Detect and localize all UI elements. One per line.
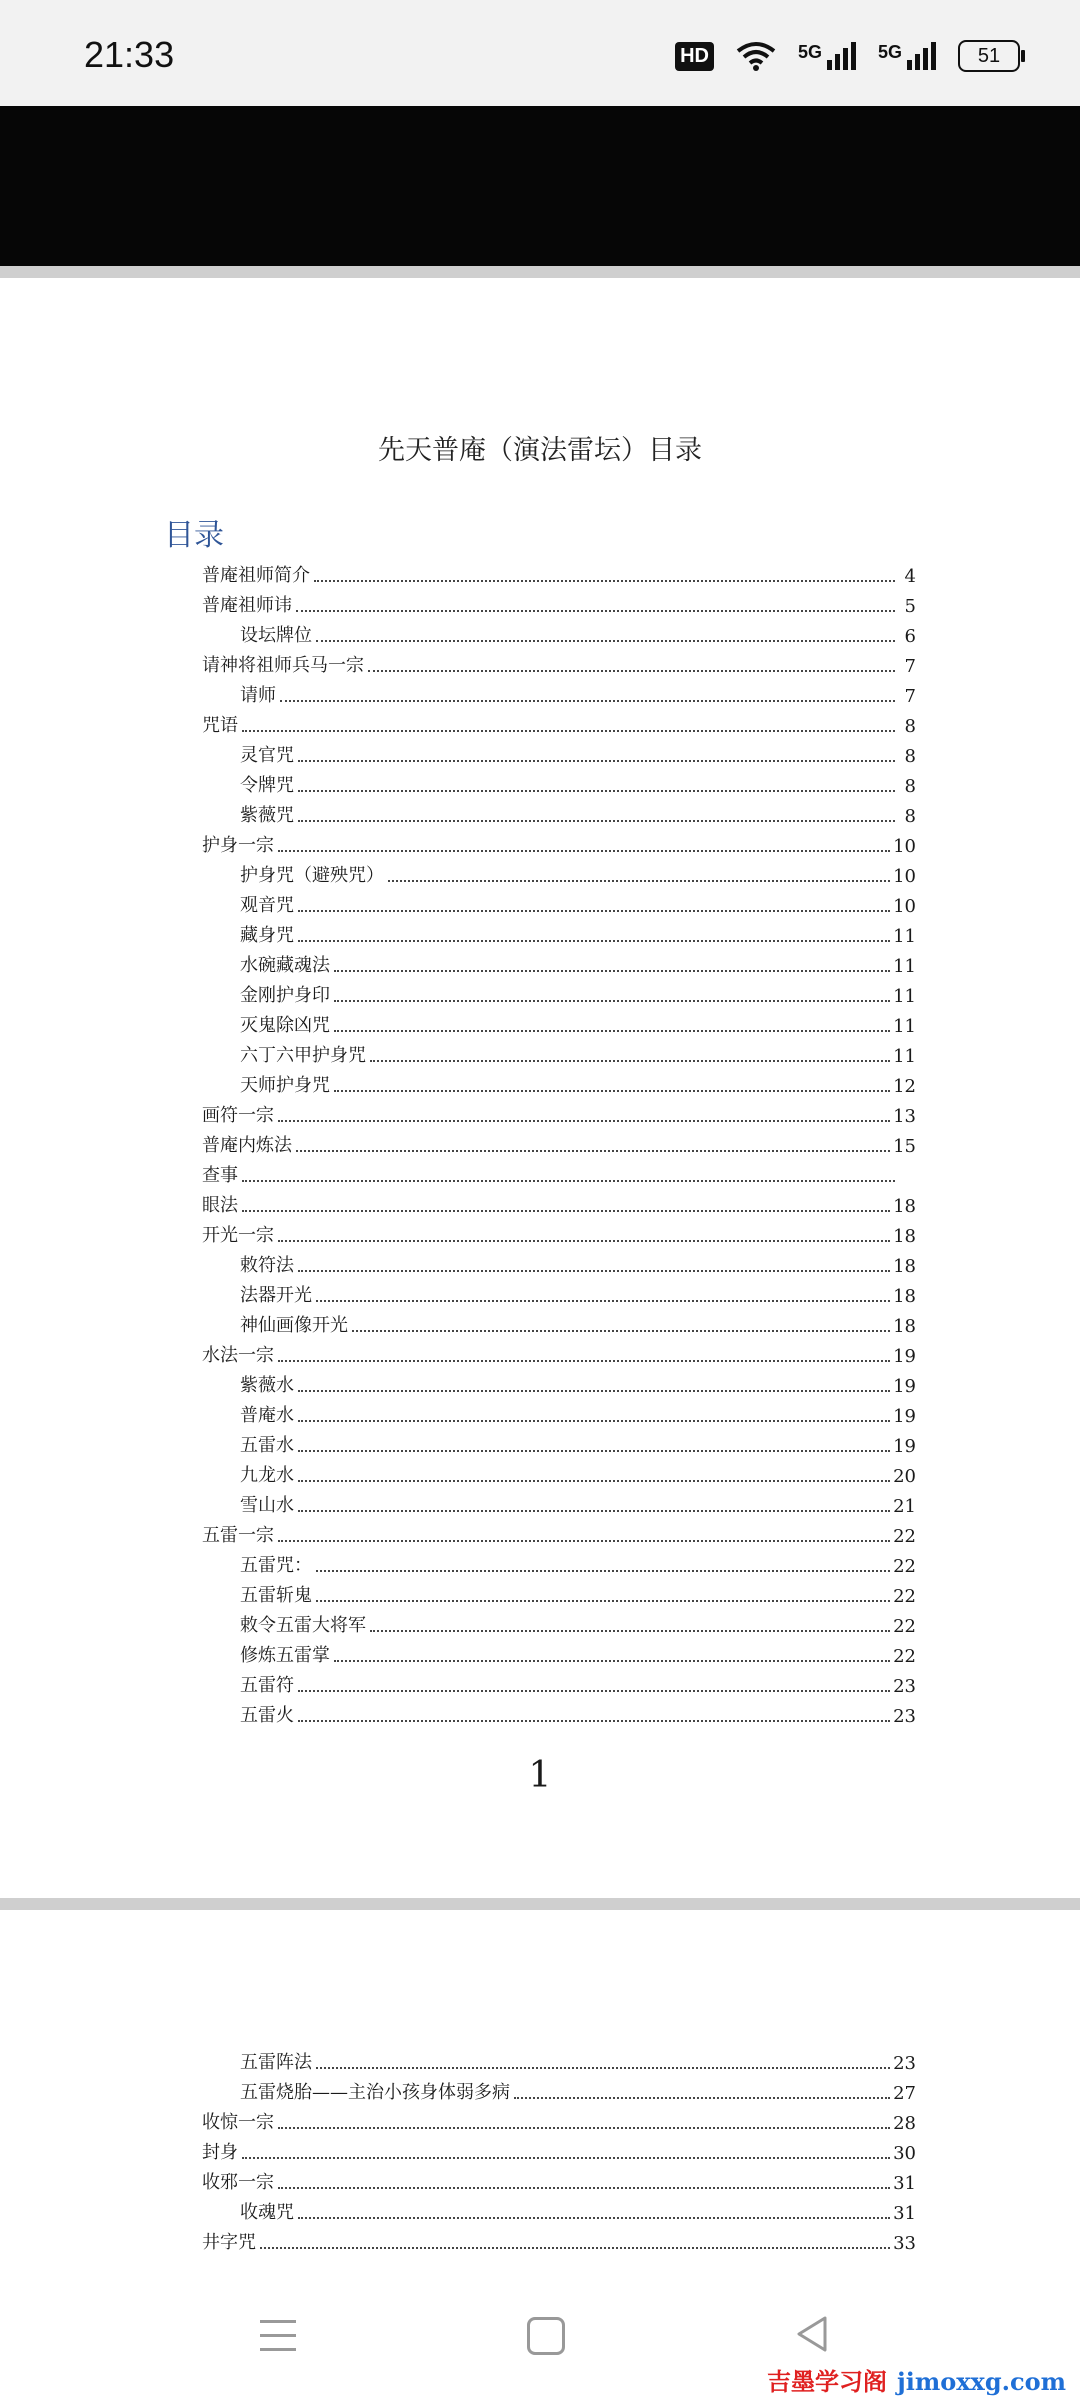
toc-leader-dots [316, 640, 895, 642]
toc-entry-page: 6 [904, 626, 916, 647]
toc-entry[interactable] [240, 773, 916, 797]
toc-entry-label: 收邪一宗 [202, 2172, 274, 2193]
toc-entry-label: 法器开光 [240, 1285, 312, 1306]
home-button[interactable] [527, 2317, 565, 2355]
toc-leader-dots [278, 1360, 890, 1362]
toc-entry-page: 11 [893, 926, 916, 947]
toc-leader-dots [242, 1210, 890, 1212]
toc-leader-dots [298, 820, 895, 822]
toc-entry-page: 18 [893, 1316, 916, 1337]
toc-entry-label: 九龙水 [240, 1465, 294, 1486]
toc-leader-dots [296, 1150, 890, 1152]
toc-entry[interactable] [202, 1103, 916, 1127]
toc-leader-dots [298, 940, 890, 942]
toc-entry-label: 五雷咒： [240, 1555, 312, 1576]
toc-leader-dots [260, 2247, 890, 2249]
toc-entry[interactable] [202, 833, 916, 857]
toc-leader-dots [298, 1720, 890, 1722]
toc-entry-page: 10 [893, 896, 916, 917]
toc-entry-page: 23 [893, 2053, 916, 2074]
toc-entry-label: 普庵祖师简介 [202, 565, 310, 586]
toc-entry-page: 11 [893, 956, 916, 977]
toc-entry[interactable] [240, 1673, 916, 1697]
toc-entry-page: 23 [893, 1676, 916, 1697]
toc-leader-dots [316, 2067, 890, 2069]
toc-leader-dots [298, 790, 895, 792]
toc-entry-page: 18 [893, 1256, 916, 1277]
toc-entry-label: 五雷烧胎——主治小孩身体弱多病 [240, 2082, 510, 2103]
toc-leader-dots [242, 730, 895, 732]
menu-icon[interactable] [260, 2320, 296, 2354]
toc-leader-dots [334, 1030, 890, 1032]
toc-entry-label: 观音咒 [240, 895, 294, 916]
toc-entry-label: 雪山水 [240, 1495, 294, 1516]
toc-entry[interactable] [202, 593, 916, 617]
toc-leader-dots [298, 760, 895, 762]
document-title: 先天普庵（演法雷坛）目录 [378, 435, 702, 466]
toc-entry-page: 22 [893, 1526, 916, 1547]
toc-leader-dots [298, 1390, 890, 1392]
toc-leader-dots [314, 580, 895, 582]
toc-leader-dots [242, 1180, 895, 1182]
toc-leader-dots [352, 1330, 890, 1332]
toc-entry-page: 18 [893, 1226, 916, 1247]
toc-leader-dots [388, 880, 890, 882]
toc-entry-label: 开光一宗 [202, 1225, 274, 1246]
toc-entry-label: 普庵水 [240, 1405, 294, 1426]
toc-entry-page: 11 [893, 1046, 916, 1067]
toc-entry-label: 请神将祖师兵马一宗 [202, 655, 364, 676]
viewer-top-bar [0, 106, 1080, 266]
toc-entry-page: 33 [893, 2233, 916, 2254]
toc-entry-page: 7 [904, 656, 916, 677]
toc-entry[interactable] [240, 1643, 916, 1667]
toc-entry[interactable] [202, 2110, 916, 2134]
toc-leader-dots [298, 2217, 890, 2219]
toc-entry-label: 紫薇水 [240, 1375, 294, 1396]
toc-entry-label: 敕符法 [240, 1255, 294, 1276]
toc-entry[interactable] [240, 1433, 916, 1457]
toc-entry-page: 5 [904, 596, 916, 617]
toc-entry-label: 护身一宗 [202, 835, 274, 856]
toc-entry[interactable] [240, 983, 916, 1007]
toc-leader-dots [296, 610, 895, 612]
toc-entry-page: 19 [893, 1346, 916, 1367]
toc-entry-page: 31 [893, 2203, 916, 2224]
toc-entry-label: 敕令五雷大将军 [240, 1615, 366, 1636]
toc-entry[interactable] [202, 713, 916, 737]
toc-entry-page: 8 [904, 746, 916, 767]
back-icon[interactable] [793, 2314, 833, 2354]
toc-entry-label: 灭鬼除凶咒 [240, 1015, 330, 1036]
toc-entry-label: 藏身咒 [240, 925, 294, 946]
toc-entry-label: 普庵内炼法 [202, 1135, 292, 1156]
toc-leader-dots [370, 1060, 890, 1062]
toc-entry-label: 五雷火 [240, 1705, 294, 1726]
toc-entry[interactable] [240, 2080, 916, 2104]
toc-leader-dots [298, 1270, 890, 1272]
toc-entry-page: 30 [893, 2143, 916, 2164]
toc-leader-dots [242, 2157, 890, 2159]
toc-entry[interactable] [240, 1493, 916, 1517]
toc-entry[interactable] [202, 2140, 916, 2164]
toc-leader-dots [298, 910, 890, 912]
page-separator [0, 1898, 1080, 1910]
toc-entry-page: 10 [893, 836, 916, 857]
toc-entry[interactable] [240, 1463, 916, 1487]
status-icons [675, 36, 1020, 76]
toc-entry[interactable] [202, 2230, 916, 2254]
toc-entry[interactable] [240, 863, 916, 887]
toc-entry-label: 设坛牌位 [240, 625, 312, 646]
toc-entry-label: 修炼五雷掌 [240, 1645, 330, 1666]
toc-leader-dots [278, 2127, 890, 2129]
battery-icon: 51 [958, 40, 1020, 72]
toc-leader-dots [316, 1300, 890, 1302]
toc-entry[interactable] [240, 1313, 916, 1337]
toc-entry-page: 11 [893, 1016, 916, 1037]
toc-entry-page: 8 [904, 776, 916, 797]
toc-entry-page: 12 [893, 1076, 916, 1097]
toc-entry[interactable] [202, 1343, 916, 1367]
toc-entry-label: 神仙画像开光 [240, 1315, 348, 1336]
toc-leader-dots [278, 1240, 890, 1242]
toc-entry-label: 五雷斩鬼 [240, 1585, 312, 1606]
toc-entry-page: 18 [893, 1196, 916, 1217]
toc-entry[interactable] [240, 683, 916, 707]
toc-leader-dots [298, 1450, 890, 1452]
toc-entry-label: 五雷符 [240, 1675, 294, 1696]
toc-entry[interactable] [202, 1223, 916, 1247]
toc-leader-dots [334, 970, 890, 972]
toc-entry-page: 19 [893, 1406, 916, 1427]
toc-entry[interactable] [240, 923, 916, 947]
toc-entry-label: 金刚护身印 [240, 985, 330, 1006]
toc-entry-label: 请师 [240, 685, 276, 706]
toc-entry-label: 令牌咒 [240, 775, 294, 796]
toc-leader-dots [278, 850, 890, 852]
toc-entry[interactable] [240, 1553, 916, 1577]
toc-entry-page: 10 [893, 866, 916, 887]
toc-entry-page: 18 [893, 1286, 916, 1307]
toc-entry-page: 28 [893, 2113, 916, 2134]
toc-entry-page: 7 [904, 686, 916, 707]
toc-entry[interactable] [240, 2200, 916, 2224]
toc-entry-label: 普庵祖师讳 [202, 595, 292, 616]
toc-entry-page: 22 [893, 1646, 916, 1667]
toc-entry-page: 19 [893, 1436, 916, 1457]
clock: 21:33 [84, 34, 175, 75]
toc-entry-page: 22 [893, 1586, 916, 1607]
hd-voice-icon: HD [675, 42, 714, 71]
toc-entry-page: 22 [893, 1556, 916, 1577]
toc-entry-label: 天师护身咒 [240, 1075, 330, 1096]
toc-leader-dots [278, 1120, 890, 1122]
toc-entry-page: 31 [893, 2173, 916, 2194]
toc-leader-dots [316, 1600, 890, 1602]
toc-leader-dots [298, 1480, 890, 1482]
toc-entry-label: 咒语 [202, 715, 238, 736]
toc-entry-page: 4 [904, 566, 916, 587]
toc-leader-dots [514, 2097, 890, 2099]
toc-entry[interactable] [240, 1043, 916, 1067]
toc-entry-page: 19 [893, 1376, 916, 1397]
toc-leader-dots [280, 700, 895, 702]
page-separator [0, 266, 1080, 278]
toc-entry-label: 五雷水 [240, 1435, 294, 1456]
toc-entry[interactable] [240, 1703, 916, 1727]
toc-leader-dots [278, 1540, 890, 1542]
toc-entry[interactable] [202, 1193, 916, 1217]
toc-entry[interactable] [240, 953, 916, 977]
toc-entry-label: 水法一宗 [202, 1345, 274, 1366]
toc-entry-page: 8 [904, 806, 916, 827]
toc-entry[interactable] [202, 1133, 916, 1157]
toc-entry[interactable] [240, 743, 916, 767]
toc-leader-dots [316, 1570, 890, 1572]
toc-entry-label: 五雷一宗 [202, 1525, 274, 1546]
toc-leader-dots [298, 1510, 890, 1512]
toc-entry-label: 水碗藏魂法 [240, 955, 330, 976]
toc-leader-dots [334, 1660, 890, 1662]
toc-entry-label: 紫薇咒 [240, 805, 294, 826]
cellular-signal-icon: 5G [798, 42, 856, 70]
toc-entry[interactable] [240, 1013, 916, 1037]
toc-leader-dots [368, 670, 895, 672]
toc-entry[interactable] [240, 1253, 916, 1277]
toc-entry[interactable] [240, 893, 916, 917]
toc-entry[interactable] [240, 1373, 916, 1397]
toc-entry-page: 20 [893, 1466, 916, 1487]
wifi-icon [736, 40, 776, 72]
toc-entry[interactable] [240, 1073, 916, 1097]
toc-entry-page: 15 [893, 1136, 916, 1157]
toc-entry-label: 查事 [202, 1165, 238, 1186]
toc-leader-dots [298, 1420, 890, 1422]
toc-entry[interactable] [240, 1403, 916, 1427]
toc-leader-dots [334, 1090, 890, 1092]
toc-leader-dots [298, 1690, 890, 1692]
toc-leader-dots [334, 1000, 890, 1002]
toc-entry[interactable] [240, 1283, 916, 1307]
toc-entry[interactable] [202, 2170, 916, 2194]
toc-entry-page: 11 [893, 986, 916, 1007]
toc-entry-label: 井字咒 [202, 2232, 256, 2253]
toc-entry[interactable] [202, 653, 916, 677]
toc-entry[interactable] [202, 1523, 916, 1547]
toc-entry[interactable] [202, 563, 916, 587]
toc-entry-label: 收魂咒 [240, 2202, 294, 2223]
toc-entry-page: 8 [904, 716, 916, 737]
toc-entry-label: 画符一宗 [202, 1105, 274, 1126]
toc-entry-label: 护身咒（避殃咒） [240, 865, 384, 886]
toc-entry[interactable] [240, 623, 916, 647]
toc-entry[interactable] [240, 2050, 916, 2074]
cellular-signal-icon-2: 5G [878, 42, 936, 70]
toc-entry-label: 灵官咒 [240, 745, 294, 766]
toc-entry[interactable] [240, 803, 916, 827]
toc-entry[interactable] [240, 1613, 916, 1637]
toc-entry-page: 22 [893, 1616, 916, 1637]
toc-entry-label: 收惊一宗 [202, 2112, 274, 2133]
toc-entry[interactable] [202, 1163, 916, 1187]
toc-entry-label: 五雷阵法 [240, 2052, 312, 2073]
toc-entry-label: 眼法 [202, 1195, 238, 1216]
toc-entry-page: 21 [893, 1496, 916, 1517]
toc-leader-dots [370, 1630, 890, 1632]
watermark: 吉墨学习阁 jimoxxg.com [767, 2367, 1066, 2396]
toc-entry-label: 六丁六甲护身咒 [240, 1045, 366, 1066]
toc-entry[interactable] [240, 1583, 916, 1607]
status-bar [0, 0, 1080, 106]
toc-heading: 目录 [164, 518, 224, 553]
toc-entry-page: 13 [893, 1106, 916, 1127]
toc-entry-page: 23 [893, 1706, 916, 1727]
page-number: 1 [528, 1755, 552, 1796]
toc-entry-label: 封身 [202, 2142, 238, 2163]
toc-entry-page: 27 [893, 2083, 916, 2104]
toc-leader-dots [278, 2187, 890, 2189]
